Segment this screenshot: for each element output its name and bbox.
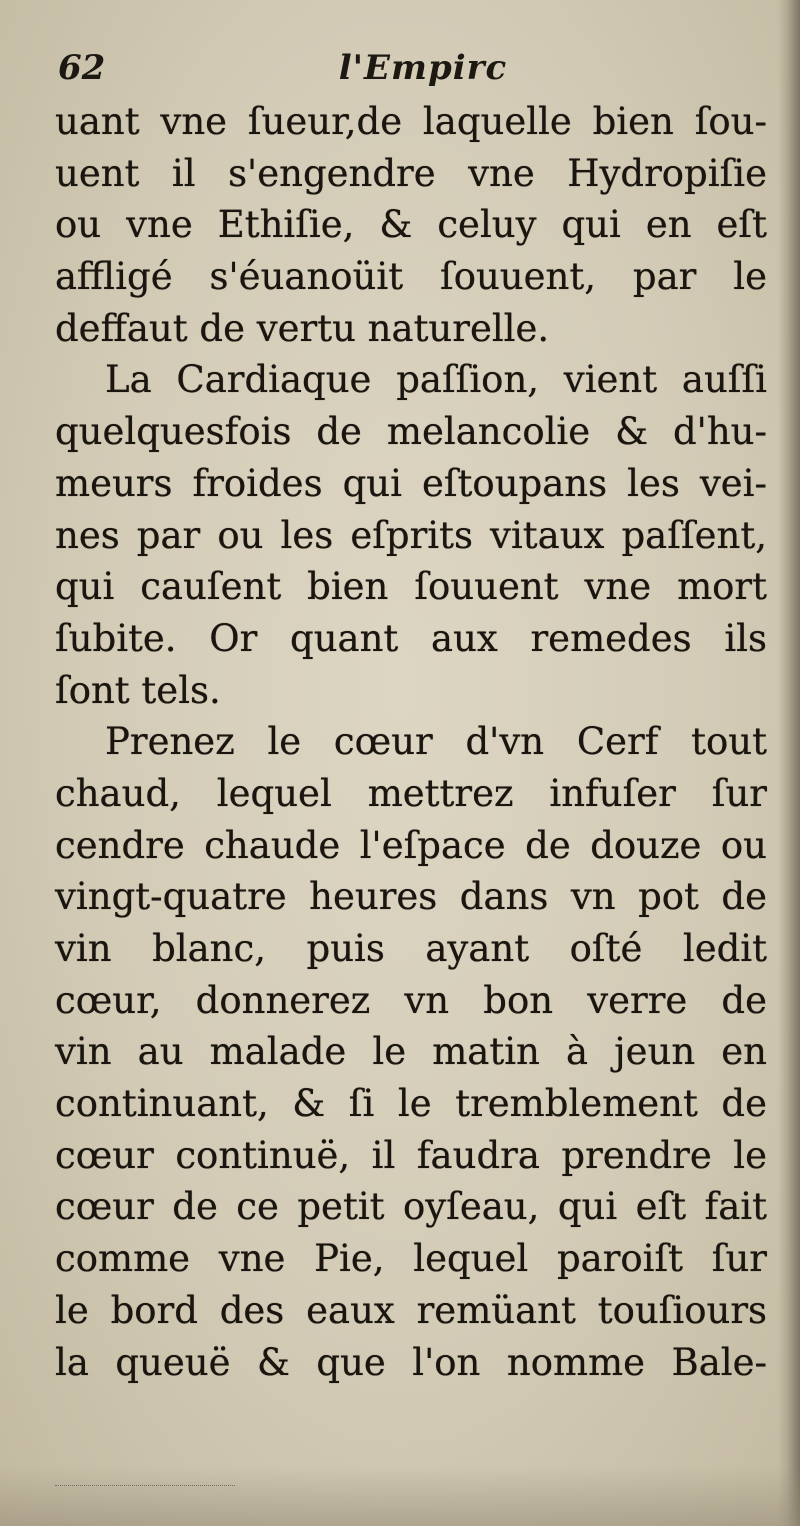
text-line: vingt-quatre heures dans vn pot de bbox=[55, 875, 767, 919]
text-line: qui cauſent bien ſouuent vne mort bbox=[55, 565, 767, 609]
text-line: cœur de ce petit oyſeau, qui eſt fait bbox=[55, 1185, 767, 1229]
text-line: continuant, & ſi le tremblement de bbox=[55, 1082, 767, 1126]
page-number: 62 bbox=[58, 48, 106, 88]
text-line: ou vne Ethiſie, & celuy qui en eſt bbox=[55, 203, 767, 247]
text-line: uant vne ſueur,de laquelle bien ſou- bbox=[55, 100, 767, 143]
text-line: uent il s'engendre vne Hydropiſie bbox=[55, 151, 767, 195]
text-line: quelquesfois de melancolie & d'hu- bbox=[55, 410, 767, 454]
text-line: chaud, lequel mettrez infuſer ſur bbox=[55, 771, 767, 815]
text-line: vin au malade le matin à jeun en bbox=[55, 1030, 767, 1074]
text-line: cœur, donnerez vn bon verre de bbox=[55, 978, 767, 1022]
page-header bbox=[58, 48, 758, 100]
text-line: le bord des eaux remüant touſiours bbox=[55, 1288, 767, 1332]
text-line: meurs froides qui eſtoupans les vei- bbox=[55, 461, 767, 505]
text-line: deffaut de vertu naturelle. bbox=[55, 306, 550, 350]
text-line: cœur continuë, il faudra prendre le bbox=[55, 1133, 767, 1177]
bottom-rule bbox=[55, 1484, 235, 1486]
text-line: la queuë & que l'on nomme Bale- bbox=[55, 1340, 767, 1384]
running-head: l'Empirc bbox=[338, 48, 508, 88]
text-line: nes par ou les eſprits vitaux paſſent, bbox=[55, 513, 767, 557]
text-line: affligé s'éuanoüit ſouuent, par le bbox=[55, 255, 767, 299]
paragraph-start-line: Prenez le cœur d'vn Cerf tout bbox=[105, 720, 767, 764]
paragraph-start-line: La Cardiaque paſſion, vient auſſi bbox=[105, 358, 767, 402]
text-line: comme vne Pie, lequel paroiſt ſur bbox=[55, 1237, 767, 1281]
body-text bbox=[55, 96, 767, 1388]
text-line: cendre chaude l'eſpace de douze ou bbox=[55, 823, 767, 867]
text-line: ſont tels. bbox=[55, 668, 221, 712]
text-line: ſubite. Or quant aux remedes ils bbox=[55, 616, 767, 660]
text-line: vin blanc, puis ayant oſté ledit bbox=[55, 927, 767, 970]
